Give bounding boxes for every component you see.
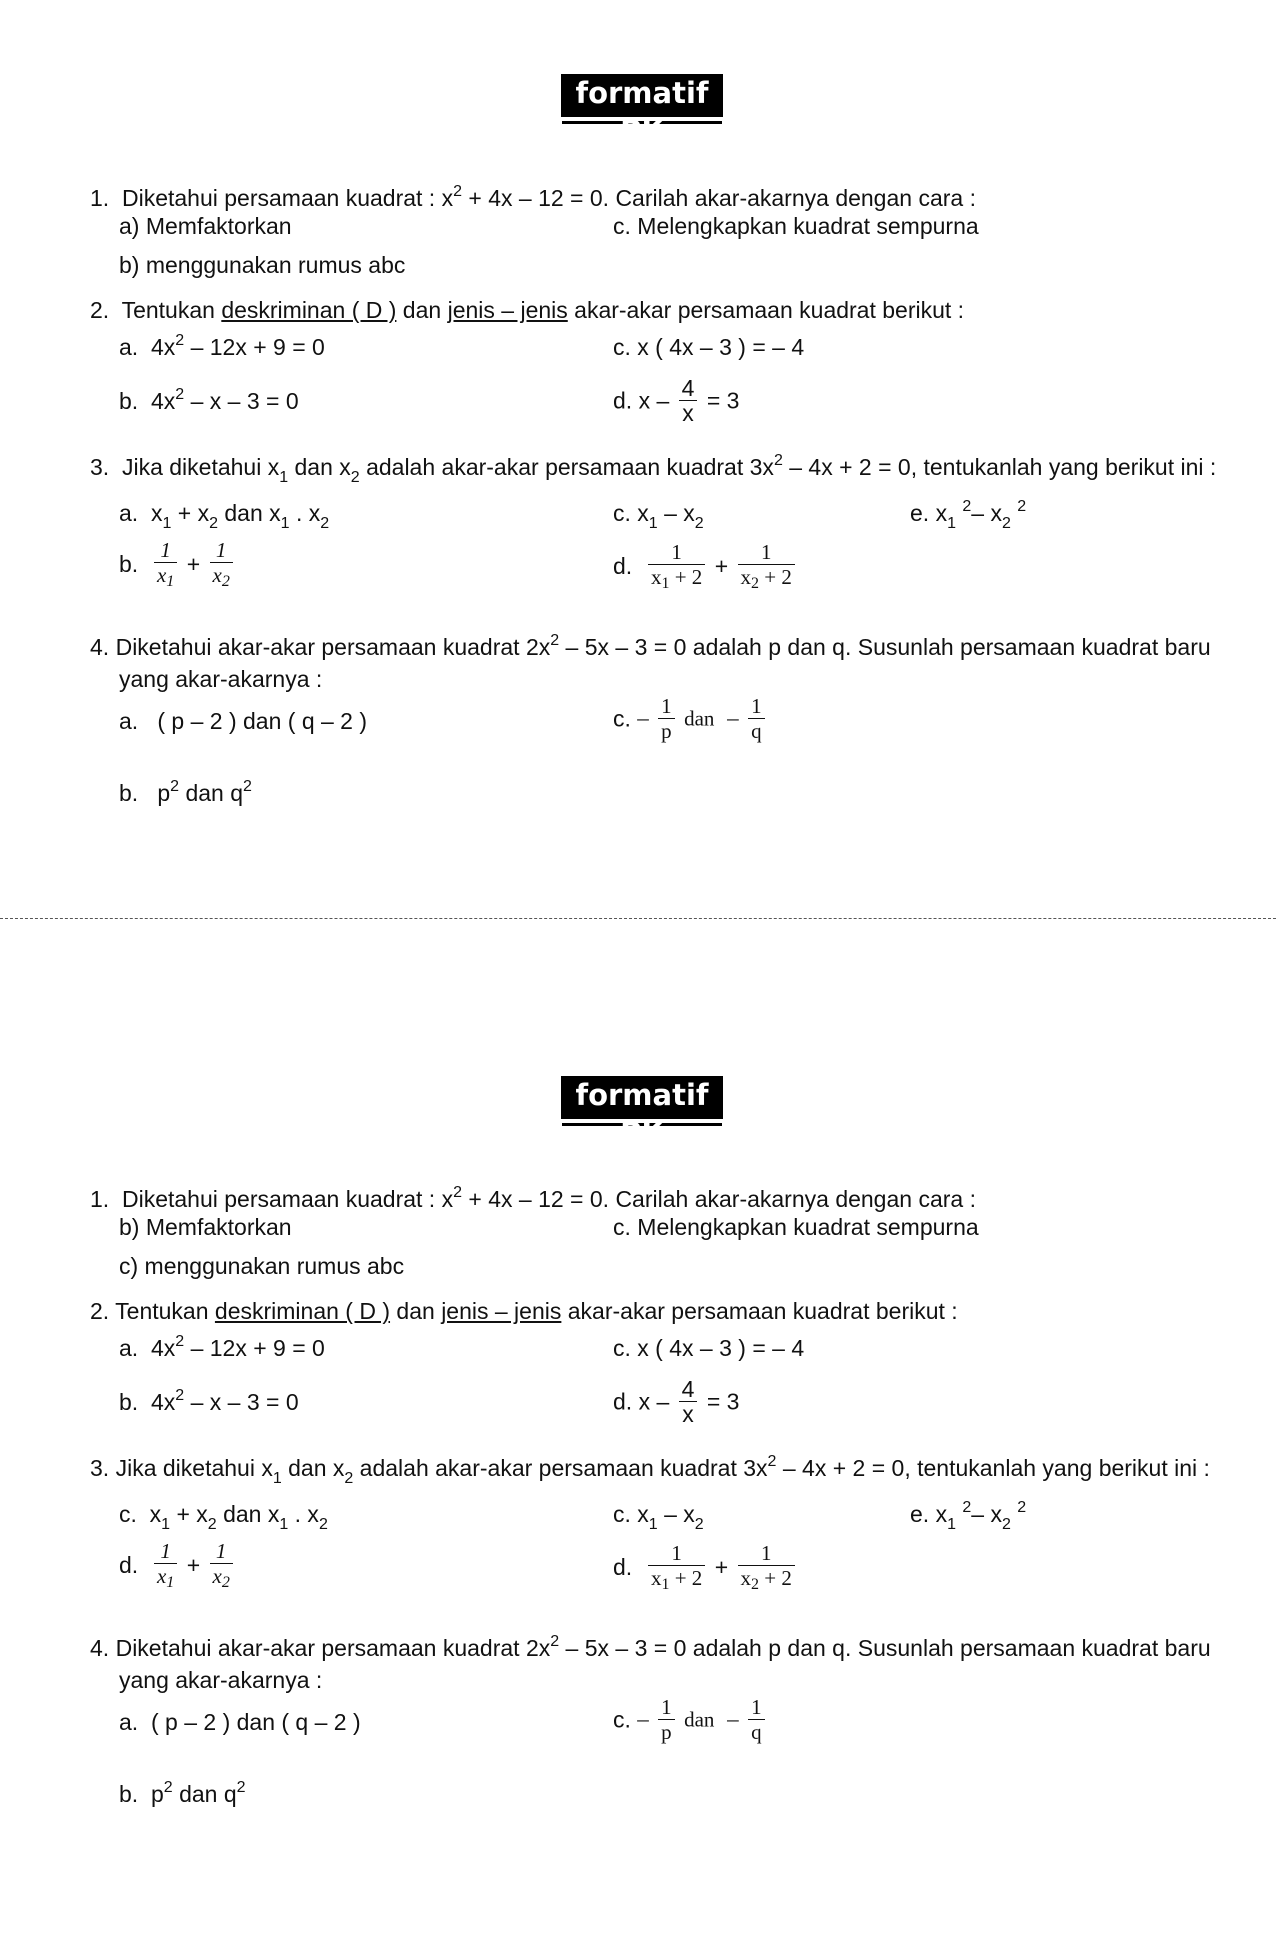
q1-option-b: c) menggunakan rumus abc: [119, 1253, 405, 1279]
q3-option-b: d. $\frac{1}{x1}$ + $\frac{1}{x2}$: [119, 1539, 236, 1591]
q3-option-c: c. $x_1 - x_2$: [613, 500, 704, 532]
q3-stem: 3. Jika diketahui $x_1$ dan $x_2$ adalah akar-akar persamaan kuadrat $3x^2 - 4x + 2 = 0$, tentukanlah yang berikut ini :: [90, 452, 1217, 486]
q4-stem: 4. Diketahui akar-akar persamaan kuadrat $2x^2 - 5x - 3 = 0$ adalah p dan q. Susunlah persamaan kuadrat baru: [90, 632, 1211, 660]
fraction: $\frac{1}{x1 + 2}$: [648, 1541, 705, 1593]
fraction: $\frac{1}{p}$: [658, 1695, 675, 1744]
fraction: $\frac{1}{x2 + 2}$: [738, 1541, 795, 1593]
q3-option-b: b. $\frac{1}{x1}$ + $\frac{1}{x2}$: [119, 538, 236, 590]
q3-option-d: d. $\frac{1}{x1 + 2}$ + $\frac{1}{x2 + 2}$: [613, 540, 798, 592]
q2-stem: 2. Tentukan deskriminan ( D ) dan jenis – jenis akar-akar persamaan kuadrat berikut :: [90, 1298, 958, 1324]
q4-option-a: a. ( p – 2 ) dan ( q – 2 ): [119, 1709, 361, 1735]
q2-option-a: a. $4x^2 - 12x + 9 = 0$: [119, 1333, 325, 1361]
q4-option-c: c. – $\frac{1}{p}$ dan – $\frac{1}{q}$: [613, 1695, 768, 1744]
q2-option-b: b. $4x^2 - x - 3 = 0$: [119, 386, 299, 414]
q4-option-b: b. $p^2$ dan $q^2$: [119, 778, 252, 806]
fraction: $\frac{1}{x1}$: [154, 1539, 177, 1591]
q4-option-b: b. $p^2$ dan $q^2$: [119, 1779, 246, 1807]
fraction: $\frac{1}{x2}$: [210, 1539, 233, 1591]
q1-option-a: b) Memfaktorkan: [119, 1214, 292, 1240]
cut-line-divider: [0, 918, 1276, 919]
q2-option-b: b. $4x^2 - x - 3 = 0$: [119, 1387, 299, 1415]
q2-option-c: c. x ( 4x – 3 ) = – 4: [613, 334, 805, 360]
fraction: $\frac{1}{x1 + 2}$: [648, 540, 705, 592]
fraction: $\frac{1}{x2}$: [210, 538, 233, 590]
q4-stem-cont: yang akar-akarnya :: [119, 1667, 323, 1693]
page-title: formatif PK: [561, 1076, 723, 1119]
q1-option-c: c. Melengkapkan kuadrat sempurna: [613, 1214, 979, 1240]
q4-option-c: c. – $\frac{1}{p}$ dan – $\frac{1}{q}$: [613, 694, 768, 743]
fraction: $\frac{1}{p}$: [658, 694, 675, 743]
q3-option-c: c. $x_1 - x_2$: [613, 1501, 704, 1533]
fraction: $\frac{1}{x2 + 2}$: [738, 540, 795, 592]
q2-stem: 2. Tentukan deskriminan ( D ) dan jenis – jenis akar-akar persamaan kuadrat berikut :: [90, 297, 965, 323]
fraction: $\frac{1}{x1}$: [154, 538, 177, 590]
q4-stem: 4. Diketahui akar-akar persamaan kuadrat $2x^2 - 5x - 3 = 0$ adalah p dan q. Susunlah persamaan kuadrat baru: [90, 1633, 1211, 1661]
q2-option-c: c. x ( 4x – 3 ) = – 4: [613, 1335, 805, 1361]
q4-option-a: a. ( p – 2 ) dan ( q – 2 ): [119, 708, 368, 734]
q3-option-e: e. $x_1$ $^2$– $x_2$ $^2$: [910, 1499, 1027, 1533]
q2-option-d: d. x – $\frac{4}{x}$ = 3: [613, 1376, 740, 1427]
q3-option-a: a. $x_1 + x_2$ dan $x_1$ . $x_2$: [119, 500, 330, 532]
q1-option-b: b) menggunakan rumus abc: [119, 252, 406, 278]
q1-stem: 1. Diketahui persamaan kuadrat : $x^2 + 4x - 12 = 0$. Carilah akar-akarnya dengan cara :: [90, 183, 976, 211]
fraction: $\frac{4}{x}$: [679, 1377, 698, 1426]
q3-option-d: d. $\frac{1}{x1 + 2}$ + $\frac{1}{x2 + 2}$: [613, 1541, 798, 1593]
q1-option-a: a) Memfaktorkan: [119, 213, 292, 239]
fraction: $\frac{1}{q}$: [748, 694, 765, 743]
q1-number: 1.: [90, 185, 110, 211]
q3-option-e: e. $x_1$ $^2$– $x_2$ $^2$: [910, 498, 1027, 532]
fraction: $\frac{4}{x}$: [679, 376, 698, 425]
q2-option-a: a. $4x^2 - 12x + 9 = 0$: [119, 332, 325, 360]
q3-option-a: c. $x_1 + x_2$ dan $x_1$ . $x_2$: [119, 1501, 328, 1533]
fraction: $\frac{1}{q}$: [748, 1695, 765, 1744]
page-title: formatif PK: [561, 74, 723, 117]
q3-stem: 3. Jika diketahui $x_1$ dan $x_2$ adalah akar-akar persamaan kuadrat $3x^2 - 4x + 2 = 0$, tentukanlah yang berikut ini :: [90, 1453, 1210, 1487]
q4-stem-cont: yang akar-akarnya :: [119, 666, 323, 692]
q1-stem: 1. Diketahui persamaan kuadrat : $x^2 + 4x - 12 = 0$. Carilah akar-akarnya dengan cara :: [90, 1184, 976, 1212]
q1-option-c: c. Melengkapkan kuadrat sempurna: [613, 213, 979, 239]
q2-option-d: d. x – $\frac{4}{x}$ = 3: [613, 375, 740, 426]
